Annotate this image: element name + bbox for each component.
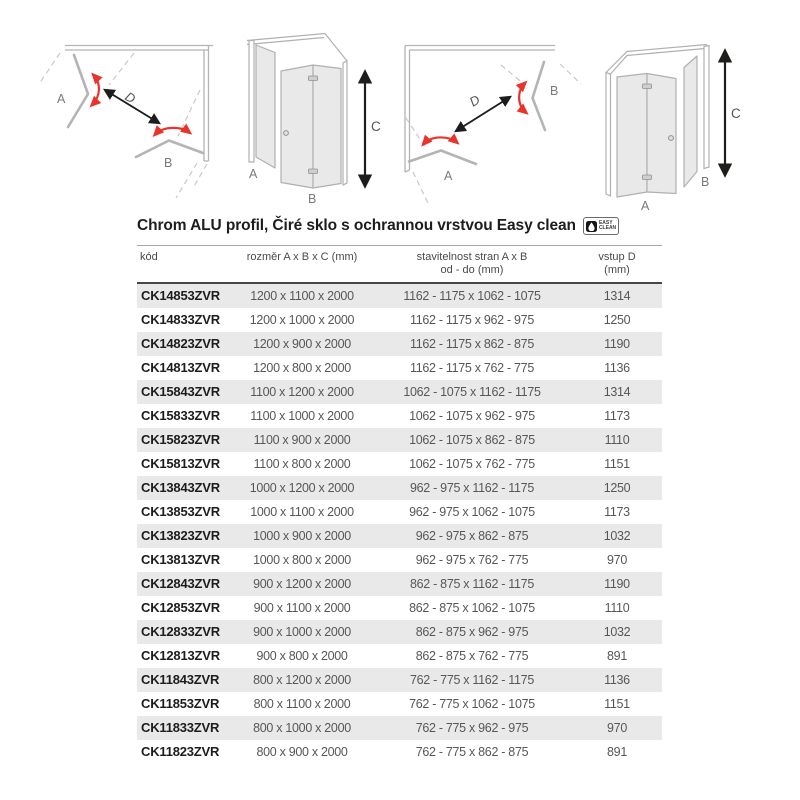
- walls: [405, 46, 555, 173]
- cell-kod: CK13853ZVR: [141, 504, 220, 519]
- cell-rozmer: 900 x 800 x 2000: [256, 649, 348, 663]
- cell-rozmer: 1100 x 900 x 2000: [253, 433, 351, 447]
- cell-vstup: 1151: [604, 457, 630, 471]
- cell-kod: CK13843ZVR: [141, 480, 220, 495]
- glass-panels: [256, 45, 341, 188]
- cell-stavitelnost: 1062 - 1075 x 1162 - 1175: [403, 385, 541, 399]
- label-c: C: [371, 119, 381, 134]
- cell-rozmer: 1100 x 1200 x 2000: [250, 385, 354, 399]
- label-b: B: [701, 175, 710, 189]
- column-header-stavitelnost: stavitelnost stran A x B od - do (mm): [416, 251, 528, 276]
- page-title: Chrom ALU profil, Čiré sklo s ochrannou vrstvou Easy clean: [137, 217, 576, 234]
- diagram-iso-right: [597, 25, 762, 220]
- cell-stavitelnost: 1062 - 1075 x 762 - 775: [409, 457, 535, 471]
- cell-stavitelnost: 962 - 975 x 1062 - 1075: [409, 505, 535, 519]
- dashed-swing-lines: [39, 53, 207, 198]
- easy-clean-badge-text: [599, 221, 616, 232]
- cell-kod: CK11843ZVR: [141, 672, 220, 687]
- column-header-vstup: vstup D (mm): [598, 251, 636, 276]
- knob-icon: [669, 136, 674, 141]
- table-row: [137, 620, 662, 644]
- cell-kod: CK14833ZVR: [141, 312, 220, 327]
- cell-kod: CK12813ZVR: [141, 648, 220, 663]
- cell-stavitelnost: 862 - 875 x 762 - 775: [415, 649, 529, 663]
- cell-vstup: 891: [607, 745, 627, 759]
- table-row: [137, 356, 662, 380]
- table-row: [137, 668, 662, 692]
- table-row: [137, 500, 662, 524]
- cell-kod: CK12843ZVR: [141, 576, 220, 591]
- cell-stavitelnost: 1162 - 1175 x 762 - 775: [410, 361, 534, 375]
- cell-kod: CK11833ZVR: [141, 720, 220, 735]
- cell-kod: CK15833ZVR: [141, 408, 220, 423]
- table-row: [137, 332, 662, 356]
- cell-vstup: 1173: [604, 505, 630, 519]
- cell-kod: CK11823ZVR: [141, 744, 220, 759]
- cell-stavitelnost: 862 - 875 x 1062 - 1075: [409, 601, 535, 615]
- table-row: [137, 596, 662, 620]
- table-row: [137, 548, 662, 572]
- cell-vstup: 1190: [604, 577, 630, 591]
- cell-vstup: 1250: [603, 481, 631, 495]
- table-row: [137, 692, 662, 716]
- cell-vstup: 970: [607, 553, 627, 567]
- label-b: B: [164, 156, 173, 170]
- cell-vstup: 1136: [604, 361, 630, 375]
- cell-stavitelnost: 762 - 775 x 1062 - 1075: [409, 697, 535, 711]
- cell-vstup: 1151: [604, 697, 630, 711]
- cell-stavitelnost: 1062 - 1075 x 862 - 875: [409, 433, 535, 447]
- table-row: [137, 404, 662, 428]
- swing-arc-arrows: [92, 75, 190, 135]
- walls: [65, 46, 213, 162]
- cell-kod: CK13813ZVR: [141, 552, 220, 567]
- table-row: [137, 308, 662, 332]
- table-body: [137, 284, 662, 764]
- cell-stavitelnost: 862 - 875 x 962 - 975: [415, 625, 529, 639]
- cell-vstup: 1032: [603, 625, 631, 639]
- label-b: B: [308, 192, 317, 206]
- cell-rozmer: 1200 x 800 x 2000: [253, 361, 351, 375]
- table-header: [137, 245, 662, 284]
- cell-rozmer: 800 x 1200 x 2000: [253, 673, 351, 687]
- cell-stavitelnost: 962 - 975 x 762 - 775: [415, 553, 529, 567]
- label-c: C: [731, 106, 741, 121]
- cell-rozmer: 1200 x 1100 x 2000: [250, 289, 354, 303]
- table-row: [137, 380, 662, 404]
- cell-vstup: 1314: [603, 289, 631, 303]
- badge-line2: CLEAN: [598, 225, 617, 231]
- cell-kod: CK15843ZVR: [141, 384, 220, 399]
- dimension-d-arrow: [456, 97, 510, 131]
- label-a: A: [641, 199, 650, 213]
- cell-stavitelnost: 862 - 875 x 1162 - 1175: [410, 577, 534, 591]
- cell-vstup: 1110: [604, 601, 630, 615]
- cell-stavitelnost: 1062 - 1075 x 962 - 975: [409, 409, 535, 423]
- cell-kod: CK15823ZVR: [141, 432, 220, 447]
- door-panels: [409, 62, 545, 164]
- cell-kod: CK15813ZVR: [141, 456, 220, 471]
- diagram-plan-right: [393, 20, 593, 215]
- cell-stavitelnost: 1162 - 1175 x 1062 - 1075: [403, 289, 541, 303]
- cell-kod: CK12833ZVR: [141, 624, 220, 639]
- cell-rozmer: 800 x 1100 x 2000: [253, 697, 351, 711]
- cell-stavitelnost: 762 - 775 x 1162 - 1175: [410, 673, 534, 687]
- diagram-iso-left: [237, 25, 397, 215]
- cell-vstup: 1190: [604, 337, 630, 351]
- knob-icon: [284, 131, 289, 136]
- diagram-plan-left: [30, 20, 235, 215]
- badge-line1: EASY: [598, 219, 613, 226]
- cell-kod: CK13823ZVR: [141, 528, 220, 543]
- label-a: A: [444, 169, 453, 183]
- cell-stavitelnost: 762 - 775 x 862 - 875: [415, 745, 529, 759]
- label-b: B: [550, 84, 559, 98]
- cell-rozmer: 800 x 900 x 2000: [256, 745, 348, 759]
- cell-vstup: 1110: [604, 433, 630, 447]
- label-a: A: [249, 167, 258, 181]
- droplet-icon: [586, 221, 597, 232]
- spec-table: [137, 245, 662, 764]
- cell-kod: CK14823ZVR: [141, 336, 220, 351]
- cell-kod: CK11853ZVR: [141, 696, 220, 711]
- table-row: [137, 716, 662, 740]
- door-panels: [68, 55, 203, 157]
- cell-rozmer: 1100 x 1000 x 2000: [250, 409, 354, 423]
- table-row: [137, 476, 662, 500]
- cell-rozmer: 1200 x 900 x 2000: [253, 337, 351, 351]
- cell-stavitelnost: 1162 - 1175 x 862 - 875: [410, 337, 534, 351]
- cell-vstup: 970: [607, 721, 627, 735]
- cell-rozmer: 1000 x 800 x 2000: [253, 553, 351, 567]
- cell-stavitelnost: 762 - 775 x 962 - 975: [415, 721, 529, 735]
- cell-vstup: 1173: [604, 409, 630, 423]
- cell-vstup: 1314: [603, 385, 631, 399]
- table-row: [137, 284, 662, 308]
- cell-stavitelnost: 962 - 975 x 862 - 875: [415, 529, 529, 543]
- cell-kod: CK14853ZVR: [141, 288, 220, 303]
- cell-stavitelnost: 1162 - 1175 x 962 - 975: [410, 313, 534, 327]
- easy-clean-badge: [583, 217, 619, 235]
- table-row: [137, 524, 662, 548]
- cell-vstup: 1136: [604, 673, 630, 687]
- cell-rozmer: 900 x 1000 x 2000: [253, 625, 351, 639]
- table-row: [137, 644, 662, 668]
- title-row: [137, 217, 697, 235]
- cell-rozmer: 800 x 1000 x 2000: [253, 721, 351, 735]
- cell-vstup: 891: [607, 649, 627, 663]
- label-a: A: [57, 92, 66, 106]
- table-row: [137, 572, 662, 596]
- cell-rozmer: 1000 x 1200 x 2000: [249, 481, 355, 495]
- cell-rozmer: 900 x 1100 x 2000: [253, 601, 351, 615]
- label-d: D: [122, 88, 139, 107]
- cell-vstup: 1250: [603, 313, 631, 327]
- cell-kod: CK14813ZVR: [141, 360, 220, 375]
- cell-rozmer: 1000 x 1100 x 2000: [250, 505, 354, 519]
- cell-kod: CK12853ZVR: [141, 600, 220, 615]
- cell-rozmer: 1100 x 800 x 2000: [253, 457, 351, 471]
- column-header-kod: kód: [140, 251, 158, 263]
- table-row: [137, 740, 662, 764]
- label-d: D: [466, 91, 483, 110]
- table-row: [137, 428, 662, 452]
- cell-rozmer: 900 x 1200 x 2000: [253, 577, 351, 591]
- column-header-rozmer: rozměr A x B x C (mm): [246, 251, 358, 263]
- table-row: [137, 452, 662, 476]
- glass-panels: [617, 56, 697, 197]
- cell-rozmer: 1000 x 900 x 2000: [253, 529, 351, 543]
- cell-vstup: 1032: [603, 529, 631, 543]
- cell-stavitelnost: 962 - 975 x 1162 - 1175: [410, 481, 534, 495]
- cell-rozmer: 1200 x 1000 x 2000: [249, 313, 355, 327]
